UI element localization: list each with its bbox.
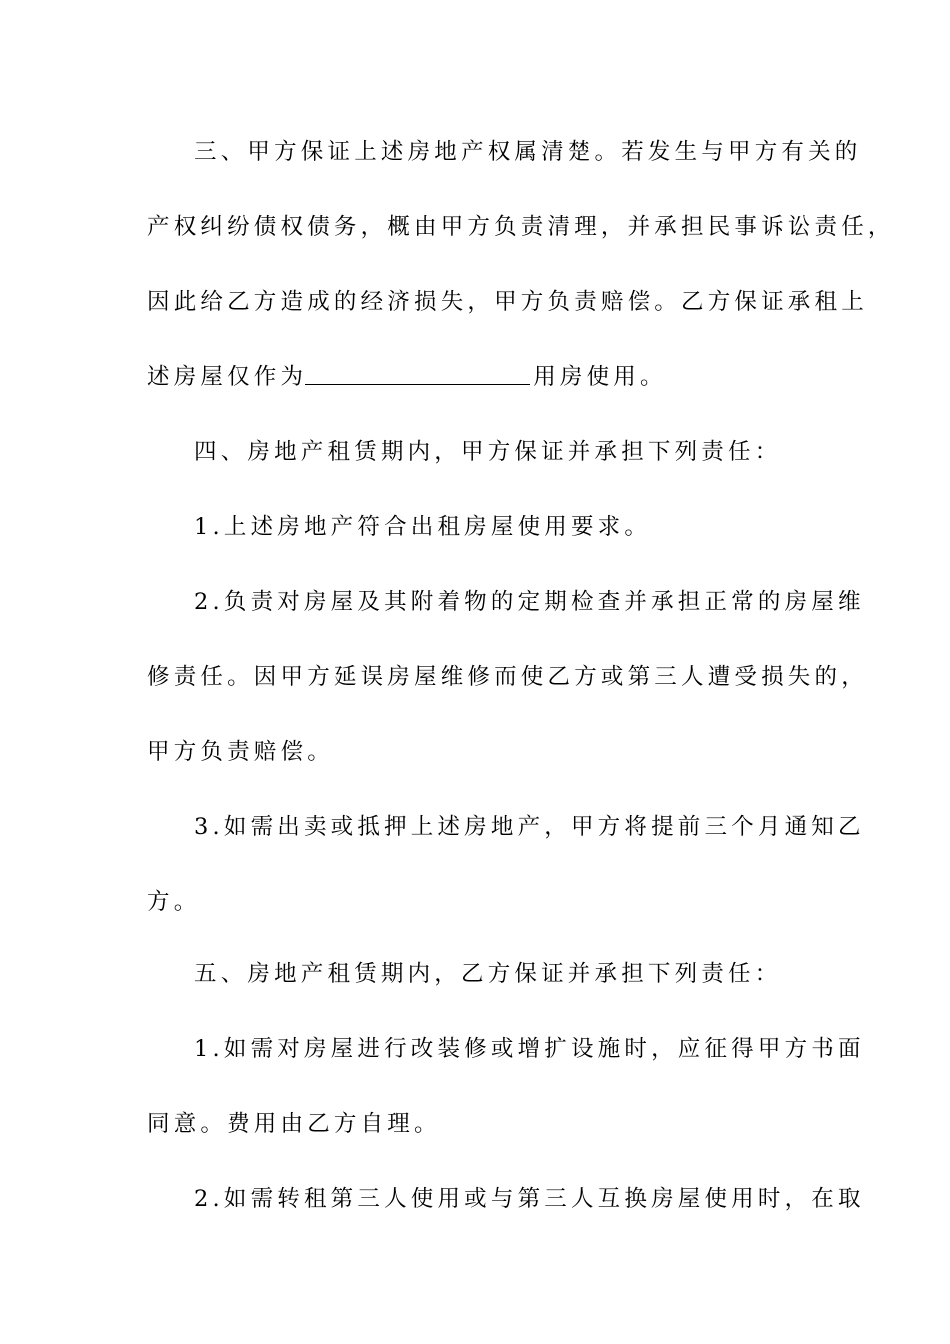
- clause-4-item-2-line-1: 2.负责对房屋及其附着物的定期检查并承担正常的房屋维: [194, 589, 865, 615]
- clause-4-item-3-line-2: 方。: [147, 889, 201, 915]
- clause-4-heading: 四、房地产租赁期内，甲方保证并承担下列责任：: [194, 439, 782, 465]
- clause-3-line-4-end: 用房使用。: [533, 364, 667, 390]
- clause-5-item-1-line-2: 同意。费用由乙方自理。: [147, 1111, 441, 1137]
- clause-4-item-3-line-1: 3.如需出卖或抵押上述房地产，甲方将提前三个月通知乙: [194, 814, 865, 840]
- clause-3-line-1: 三、甲方保证上述房地产权属清楚。若发生与甲方有关的: [194, 139, 862, 165]
- clause-3-line-4-start: 述房屋仅作为: [147, 364, 308, 390]
- clause-4-item-2-line-3: 甲方负责赔偿。: [147, 739, 334, 765]
- clause-3-line-3: 因此给乙方造成的经济损失，甲方负责赔偿。乙方保证承租上: [147, 289, 868, 315]
- clause-4-item-2-line-2: 修责任。因甲方延误房屋维修而使乙方或第三人遭受损失的，: [147, 664, 868, 690]
- clause-5-item-2-line-1: 2.如需转租第三人使用或与第三人互换房屋使用时，在取: [194, 1186, 865, 1212]
- clause-5-heading: 五、房地产租赁期内，乙方保证并承担下列责任：: [194, 961, 782, 987]
- clause-3-line-2: 产权纠纷债权债务，概由甲方负责清理，并承担民事诉讼责任，: [147, 214, 895, 240]
- clause-3-line-4: [147, 357, 667, 397]
- clause-4-item-1: 1.上述房地产符合出租房屋使用要求。: [194, 514, 652, 540]
- fill-in-blank: [305, 362, 530, 385]
- clause-5-item-1-line-1: 1.如需对房屋进行改装修或增扩设施时，应征得甲方书面: [194, 1036, 865, 1062]
